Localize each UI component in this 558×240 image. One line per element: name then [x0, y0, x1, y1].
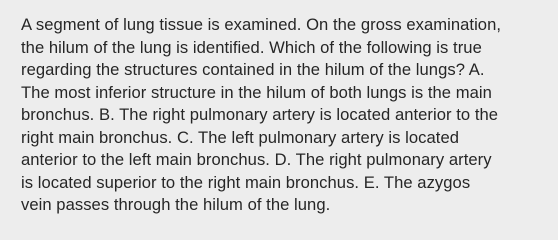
question-text: [21, 14, 547, 217]
question-line: is located superior to the right main bronchus. E. The azygos: [21, 172, 471, 192]
question-line: anterior to the left main bronchus. D. The right pulmonary artery: [21, 150, 492, 169]
question-line: A segment of lung tissue is examined. On the gross examination,: [21, 15, 502, 34]
question-line: regarding the structures contained in the hilum of the lungs? A.: [21, 60, 485, 79]
question-line: right main bronchus. C. The left pulmonary artery is located: [21, 127, 460, 147]
question-line: vein passes through the hilum of the lung.: [21, 195, 331, 214]
question-line: the hilum of the lung is identified. Which of the following is true: [21, 37, 482, 57]
question-line: The most inferior structure in the hilum of both lungs is the main: [21, 82, 492, 102]
question-line: bronchus. B. The right pulmonary artery is located anterior to the: [21, 105, 499, 124]
